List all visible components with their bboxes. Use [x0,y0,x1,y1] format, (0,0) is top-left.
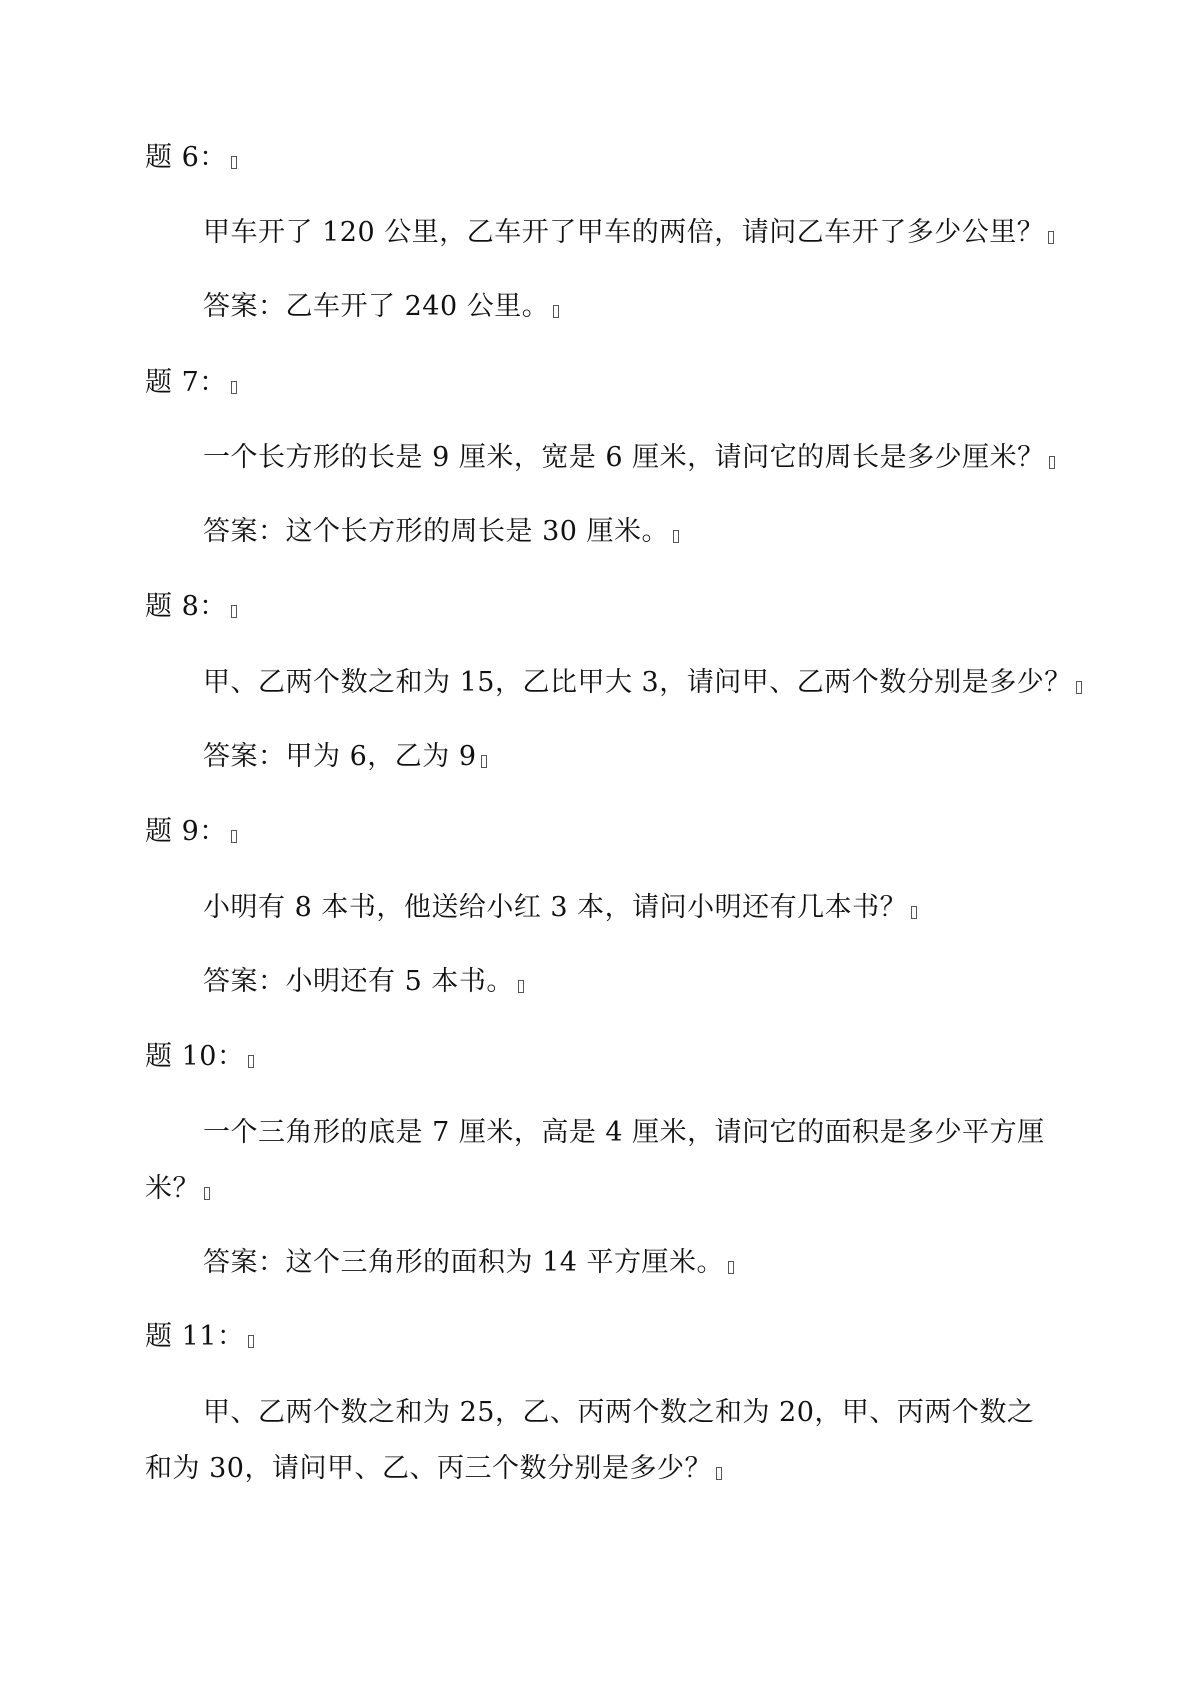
question-7-answer: 答案：这个长方形的周长是 30 厘米。 [203,515,679,549]
question-11-text-line-1: 甲、乙两个数之和为 25，乙、丙两个数之和为 20，甲、丙两个数之 [203,1397,1035,1428]
paragraph-mark [231,381,237,394]
question-6-heading: 题 6： [145,141,237,175]
question-10-text-line-2: 米？ [145,1172,210,1206]
paragraph-mark [1048,231,1054,244]
paragraph-mark [518,980,524,993]
question-10-heading: 题 10： [145,1040,254,1074]
question-9-answer: 答案：小明还有 5 本书。 [203,965,524,999]
paragraph-mark [248,1335,254,1348]
paragraph-mark [911,906,917,919]
paragraph-mark [481,755,487,768]
question-10-text-line-1: 一个三角形的底是 7 厘米，高是 4 厘米，请问它的面积是多少平方厘 [203,1117,1045,1148]
question-8-answer: 答案：甲为 6，乙为 9 [203,740,487,774]
paragraph-mark [231,156,237,169]
question-9-text: 小明有 8 本书，他送给小红 3 本，请问小明还有几本书？ [203,891,917,925]
question-8-heading: 题 8： [145,590,237,624]
question-10-answer: 答案：这个三角形的面积为 14 平方厘米。 [203,1246,734,1280]
paragraph-mark [1076,681,1082,694]
paragraph-mark [1049,456,1055,469]
question-8-text: 甲、乙两个数之和为 15，乙比甲大 3，请问甲、乙两个数分别是多少？ [203,666,1082,700]
question-7-text: 一个长方形的长是 9 厘米，宽是 6 厘米，请问它的周长是多少厘米？ [203,441,1055,475]
question-11-text-line-2: 和为 30，请问甲、乙、丙三个数分别是多少？ [145,1452,722,1486]
paragraph-mark [248,1055,254,1068]
question-6-text: 甲车开了 120 公里，乙车开了甲车的两倍，请问乙车开了多少公里？ [203,216,1054,250]
paragraph-mark [231,830,237,843]
paragraph-mark [204,1187,210,1200]
question-6-answer: 答案：乙车开了 240 公里。 [203,290,559,324]
paragraph-mark [673,530,679,543]
question-9-heading: 题 9： [145,815,237,849]
question-7-heading: 题 7： [145,366,237,400]
paragraph-mark [716,1467,722,1480]
paragraph-mark [728,1261,734,1274]
paragraph-mark [553,305,559,318]
paragraph-mark [231,605,237,618]
question-11-heading: 题 11： [145,1320,254,1354]
